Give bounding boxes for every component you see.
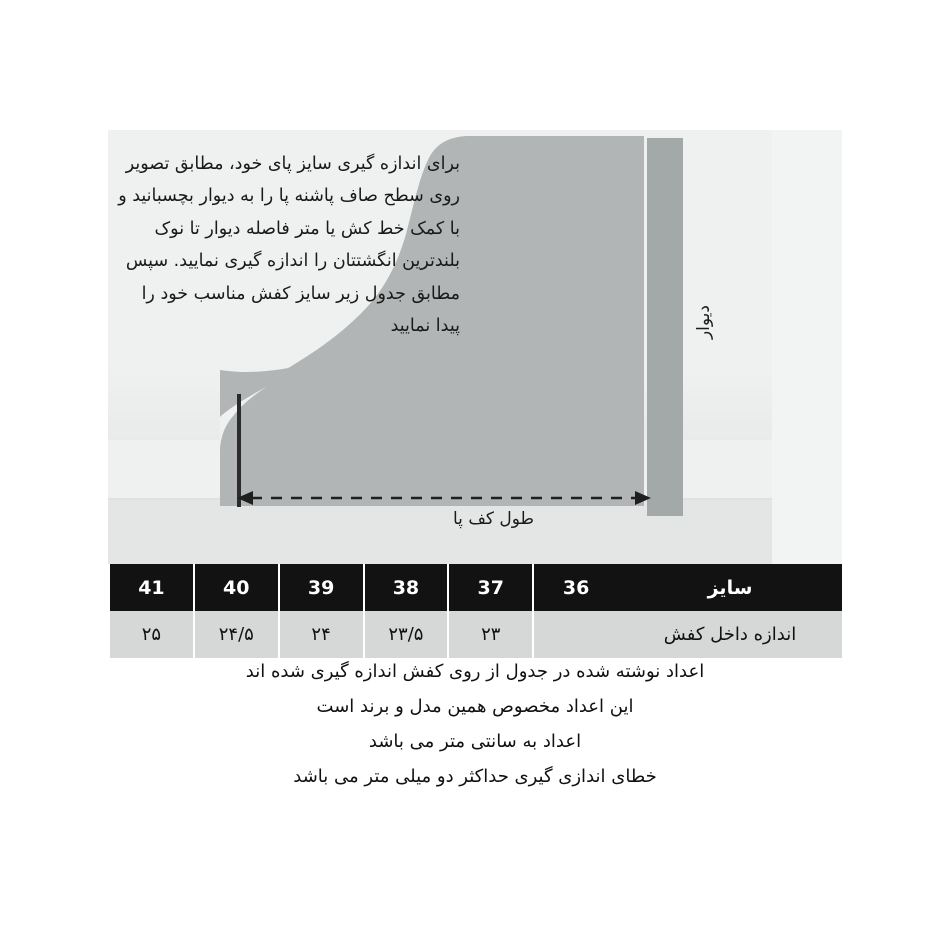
foot-length-label: طول کف پا [453, 509, 535, 529]
note-line-1: این اعداد مخصوص همین مدل و برند است [316, 696, 634, 718]
foot-length-arrow-icon [237, 491, 651, 505]
size-table [108, 564, 842, 658]
table-cell-inner-4: ۲۴/۵ [194, 611, 279, 658]
table-header-row [109, 564, 842, 611]
table-cell-inner-5: ۲۵ [109, 611, 194, 658]
note-line-2: اعداد به سانتی متر می باشد [368, 731, 582, 753]
note-line-3: خطای اندازی گیری حداکثر دو میلی متر می باشد [293, 766, 657, 788]
table-header-label: سایز [618, 564, 842, 611]
table-header-size-2: 38 [364, 564, 449, 611]
wall-bar-icon [647, 138, 683, 516]
table-cell-inner-2: ۲۳/۵ [364, 611, 449, 658]
instructions-text: برای اندازه گیری سایز پای خود، مطابق تصویر روی سطح صاف پاشنه پا را به دیوار بچسبانید و با کمک خط کش یا متر فاصله دیوار تا نوک بلندترین انگشتتان را اندازه گیری نمایید. سپس مطابق جدول زیر سایز کفش مناسب خود را پیدا نمایید [118, 154, 460, 336]
table-header-size-4: 40 [194, 564, 279, 611]
note-line-0: اعداد نوشته شده در جدول از روی کفش اندازه گیری شده اند [245, 661, 705, 682]
wall-label: دیوار [694, 305, 714, 340]
table-header-size-0: 36 [533, 564, 618, 611]
notes-list [108, 654, 842, 794]
table-cell-inner-0 [533, 611, 618, 658]
table-header-size-5: 41 [109, 564, 194, 611]
table-cell-inner-3: ۲۴ [279, 611, 364, 658]
table-row-label: اندازه داخل کفش [618, 611, 842, 658]
foot-measurement-illustration [108, 130, 842, 564]
table-cell-inner-1: ۲۳ [448, 611, 533, 658]
table-row [109, 611, 842, 658]
table-header-size-3: 39 [279, 564, 364, 611]
illustration-right-panel [772, 130, 842, 564]
table-header-size-1: 37 [448, 564, 533, 611]
